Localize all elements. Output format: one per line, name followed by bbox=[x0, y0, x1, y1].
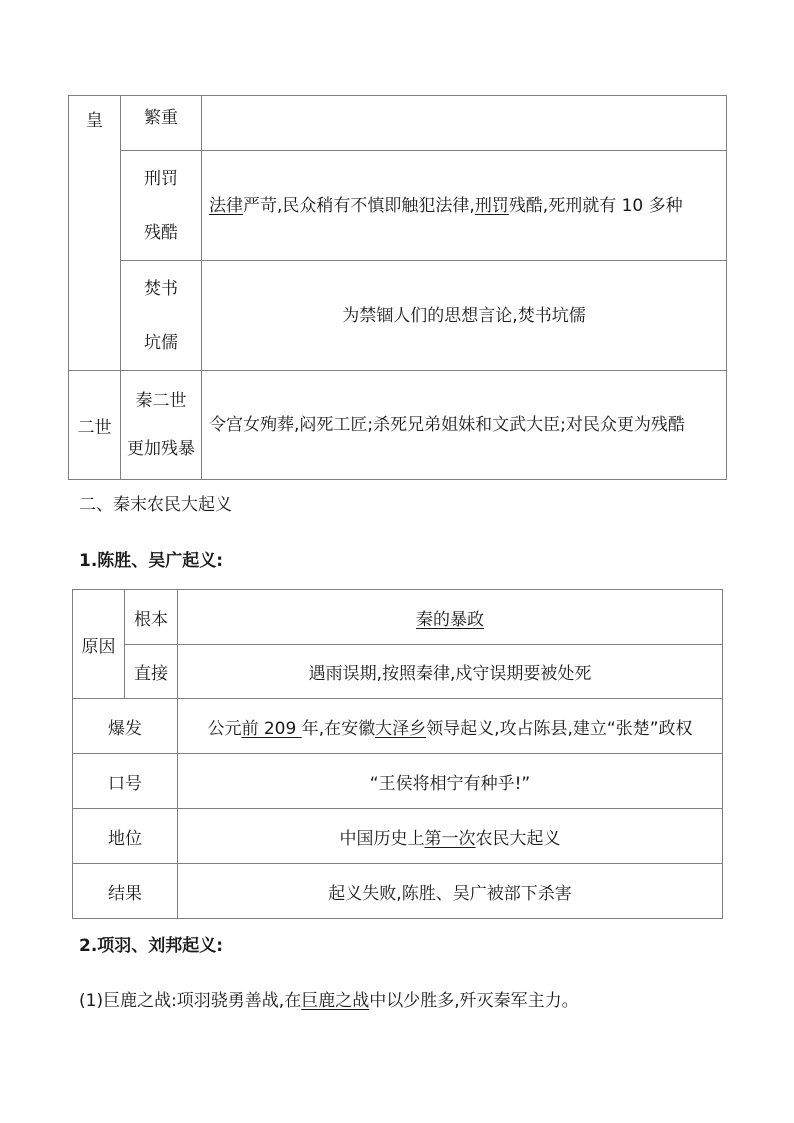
qin-tyranny-table bbox=[68, 95, 727, 480]
chen-wu-uprising-table bbox=[72, 589, 723, 919]
table-row bbox=[73, 754, 723, 809]
row-subkey: 秦二世 更加残暴 bbox=[121, 371, 202, 480]
status-value: 中国历史上第一次农民大起义 bbox=[178, 809, 723, 864]
outbreak-label: 爆发 bbox=[73, 699, 178, 754]
row-value bbox=[202, 96, 727, 151]
slogan-value: “王侯将相宁有种乎!” bbox=[178, 754, 723, 809]
outbreak-value: 公元前 209 年,在安徽大泽乡领导起义,攻占陈县,建立“张楚”政权 bbox=[178, 699, 723, 754]
status-label: 地位 bbox=[73, 809, 178, 864]
table-row bbox=[69, 261, 727, 371]
row-value: 法律严苛,民众稍有不慎即触犯法律,刑罚残酷,死刑就有 10 多种 bbox=[202, 151, 727, 261]
direct-value: 遇雨误期,按照秦律,戍守误期要被处死 bbox=[178, 645, 723, 699]
section-title: 二、秦末农民大起义 bbox=[79, 495, 232, 515]
row-subkey: 焚书 坑儒 bbox=[121, 261, 202, 371]
row-key-huang: 皇 bbox=[69, 96, 121, 371]
row-subkey: 刑罚 残酷 bbox=[121, 151, 202, 261]
table-row bbox=[73, 590, 723, 645]
result-label: 结果 bbox=[73, 864, 178, 919]
table-row bbox=[73, 864, 723, 919]
paragraph: (1)巨鹿之战:项羽骁勇善战,在巨鹿之战中以少胜多,歼灭秦军主力。 bbox=[79, 991, 579, 1011]
table-row bbox=[73, 645, 723, 699]
row-key-ershi: 二世 bbox=[69, 371, 121, 480]
subsection-title: 1.陈胜、吴广起义: bbox=[79, 551, 224, 571]
table-row bbox=[69, 151, 727, 261]
slogan-label: 口号 bbox=[73, 754, 178, 809]
row-value: 令宫女殉葬,闷死工匠;杀死兄弟姐妹和文武大臣;对民众更为残酷 bbox=[202, 371, 727, 480]
result-value: 起义失败,陈胜、吴广被部下杀害 bbox=[178, 864, 723, 919]
cause-label: 原因 bbox=[73, 590, 125, 699]
table-row bbox=[69, 96, 727, 151]
root-label: 根本 bbox=[125, 590, 178, 645]
table-row bbox=[73, 699, 723, 754]
direct-label: 直接 bbox=[125, 645, 178, 699]
row-subkey: 繁重 bbox=[121, 96, 202, 151]
table-row bbox=[73, 809, 723, 864]
row-value: 为禁锢人们的思想言论,焚书坑儒 bbox=[202, 261, 727, 371]
table-row bbox=[69, 371, 727, 480]
subsection-title: 2.项羽、刘邦起义: bbox=[79, 936, 224, 956]
root-value: 秦的暴政 bbox=[178, 590, 723, 645]
